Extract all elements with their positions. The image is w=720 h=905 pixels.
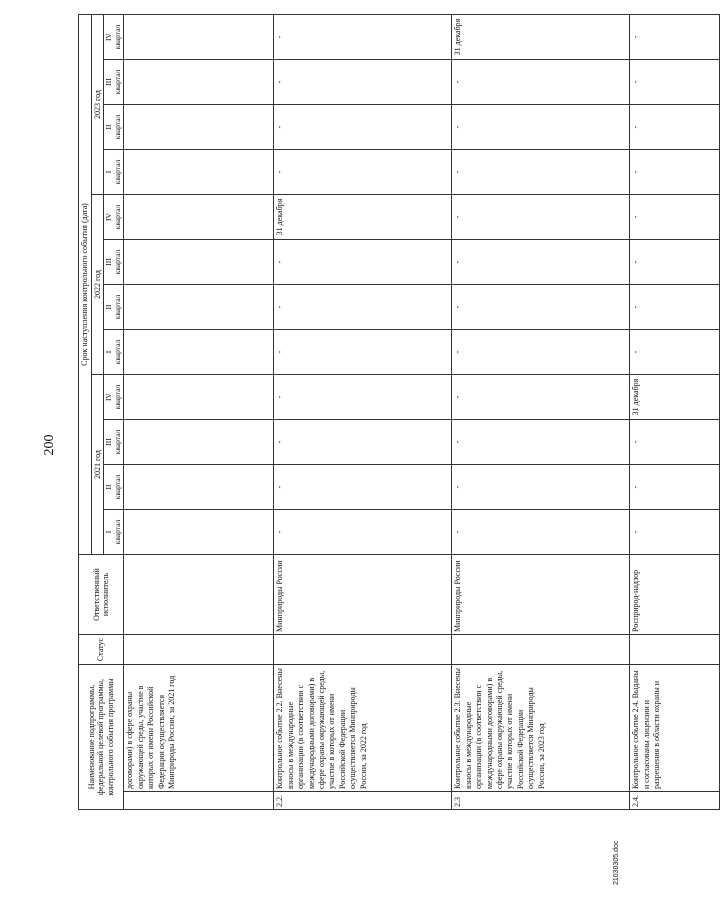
- year-header-2021: 2021 год: [91, 375, 104, 555]
- deadline-cell: [124, 465, 274, 510]
- deadline-cell: [124, 330, 274, 375]
- deadline-cell: [124, 240, 274, 285]
- deadline-cell: -: [452, 465, 630, 510]
- deadline-cell: -: [452, 285, 630, 330]
- quarter-header: [104, 375, 124, 420]
- table-body: [124, 14, 720, 809]
- row-executor: Минприроды России: [274, 555, 452, 635]
- table-row: [274, 14, 452, 809]
- quarter-header: [104, 465, 124, 510]
- quarter-numeral: IV: [104, 33, 114, 41]
- deadline-cell: -: [452, 150, 630, 195]
- quarter-word: квартал: [112, 204, 122, 230]
- row-status: [630, 635, 720, 665]
- deadline-cell: -: [452, 240, 630, 285]
- deadline-cell: [124, 105, 274, 150]
- year-header-2022: 2022 год: [91, 195, 104, 375]
- quarter-word: квартал: [112, 294, 122, 320]
- quarter-header: [104, 150, 124, 195]
- control-events-table: [78, 14, 720, 810]
- deadline-cell: -: [452, 60, 630, 105]
- quarter-word: квартал: [112, 69, 122, 95]
- quarter-header: [104, 14, 124, 59]
- quarter-word: квартал: [112, 24, 122, 50]
- quarter-header: [104, 330, 124, 375]
- row-number: 2.4.: [630, 792, 720, 810]
- row-executor: [124, 555, 274, 635]
- quarter-numeral: I: [104, 530, 114, 534]
- quarter-word: квартал: [112, 114, 122, 140]
- deadline-cell: 31 декабря: [630, 375, 720, 420]
- row-status: [452, 635, 630, 665]
- deadline-cell: -: [452, 330, 630, 375]
- quarter-header: [104, 195, 124, 240]
- quarter-header: [104, 420, 124, 465]
- quarter-word: квартал: [112, 339, 122, 365]
- year-header-2023: 2023 год: [91, 14, 104, 194]
- deadline-cell: -: [452, 375, 630, 420]
- deadline-cell: -: [452, 105, 630, 150]
- deadline-cell: -: [274, 285, 452, 330]
- row-executor: Росприрод-надзор: [630, 555, 720, 635]
- name-column-header: Наименование подпрограммы, федеральной целевой программы, контрольного события программы: [79, 665, 124, 810]
- quarter-numeral: I: [104, 170, 114, 174]
- deadline-cell: -: [630, 285, 720, 330]
- event-name: договорами) в сфере охраны окружающей среды, участие в которых от имени Российской Федерации осуществляется Минприроды России, за 2021 год: [124, 665, 274, 792]
- quarter-numeral: III: [104, 438, 114, 446]
- deadline-cell: -: [630, 60, 720, 105]
- deadline-cell: -: [630, 150, 720, 195]
- quarter-header: [104, 105, 124, 150]
- deadline-cell: -: [630, 510, 720, 555]
- status-column-header: Статус: [79, 635, 124, 665]
- quarter-word: квартал: [112, 249, 122, 275]
- deadline-cell: 31 декабря: [274, 195, 452, 240]
- quarter-numeral: IV: [104, 213, 114, 221]
- quarter-numeral: II: [104, 304, 114, 310]
- quarter-word: квартал: [112, 429, 122, 455]
- deadline-cell: -: [274, 14, 452, 59]
- deadline-cell: -: [274, 60, 452, 105]
- quarter-header: [104, 285, 124, 330]
- deadline-cell: -: [274, 420, 452, 465]
- quarter-numeral: II: [104, 484, 114, 490]
- deadline-cell: -: [274, 465, 452, 510]
- quarter-word: квартал: [112, 384, 122, 410]
- deadline-cell: [124, 150, 274, 195]
- quarter-numeral: I: [104, 350, 114, 354]
- deadline-cell: [124, 285, 274, 330]
- deadline-cell: -: [274, 150, 452, 195]
- row-number: 2.2.: [274, 792, 452, 810]
- deadline-cell: -: [630, 420, 720, 465]
- row-number: [124, 792, 274, 810]
- page-number: 200: [42, 434, 57, 456]
- quarter-numeral: III: [104, 258, 114, 266]
- deadline-cell: -: [274, 105, 452, 150]
- deadline-cell: 31 декабря: [452, 14, 630, 59]
- deadline-cell: -: [630, 105, 720, 150]
- quarter-numeral: IV: [104, 393, 114, 401]
- quarter-word: квартал: [112, 519, 122, 545]
- quarter-header: [104, 60, 124, 105]
- deadline-cell: [124, 60, 274, 105]
- event-name: Контрольное событие 2.4. Выданы и согласованы лицензии и разрешения в области охраны и: [630, 665, 720, 792]
- quarter-header: [104, 510, 124, 555]
- deadline-cell: -: [630, 14, 720, 59]
- quarter-numeral: III: [104, 78, 114, 86]
- deadline-cell: -: [274, 330, 452, 375]
- deadline-cell: -: [452, 195, 630, 240]
- deadline-cell: [124, 510, 274, 555]
- row-executor: Минприроды России: [452, 555, 630, 635]
- deadline-cell: -: [274, 375, 452, 420]
- event-name: Контрольное событие 2.2. Внесены взносы в международные организации (в соответствии с международными договорами) в сфере охраны окружающей среды, участие в которых от имени Российской Федерации осуществляется Минприроды России, за 2022 год: [274, 665, 452, 792]
- executor-column-header: Ответственный исполнитель: [79, 555, 124, 635]
- deadline-cell: -: [630, 330, 720, 375]
- deadline-cell: [124, 420, 274, 465]
- footer-filename: 21030305.doc: [613, 840, 620, 885]
- event-name: Контрольное событие 2.3. Внесены взносы в международные организации (в соответствии с международными договорами) в сфере охраны окружающей среды, участие в которых от имени Российской Федерации осуществляется Минприроды России, за 2023 год: [452, 665, 630, 792]
- row-status: [124, 635, 274, 665]
- row-status: [274, 635, 452, 665]
- deadline-cell: -: [630, 240, 720, 285]
- deadline-cell: -: [452, 510, 630, 555]
- quarter-header: [104, 240, 124, 285]
- deadline-cell: -: [274, 510, 452, 555]
- table-row: [630, 14, 720, 809]
- row-number: 2.3: [452, 792, 630, 810]
- deadline-cell: [124, 195, 274, 240]
- quarter-numeral: II: [104, 124, 114, 130]
- quarter-word: квартал: [112, 474, 122, 500]
- quarter-word: квартал: [112, 159, 122, 185]
- table-row: [124, 14, 274, 809]
- table-row: [452, 14, 630, 809]
- deadline-cell: -: [630, 465, 720, 510]
- deadline-cell: [124, 375, 274, 420]
- deadline-cell: -: [274, 240, 452, 285]
- deadline-header: Срок наступления контрольного события (дата): [79, 14, 92, 554]
- deadline-cell: [124, 14, 274, 59]
- deadline-cell: -: [452, 420, 630, 465]
- deadline-cell: -: [630, 195, 720, 240]
